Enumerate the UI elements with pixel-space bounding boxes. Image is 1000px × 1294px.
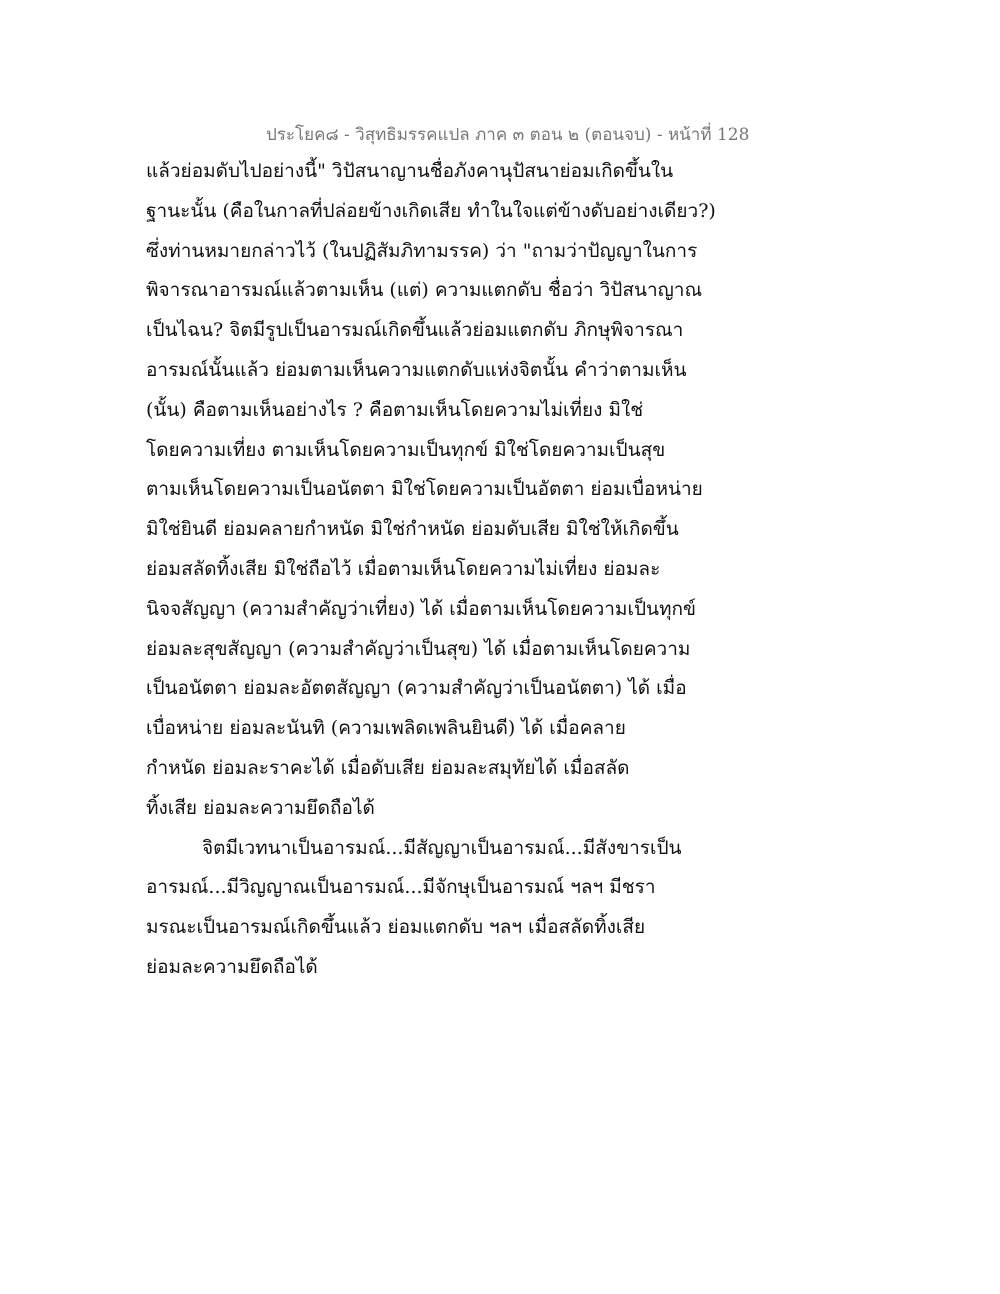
text-line: (นั้น) คือตามเห็นอย่างไร ? คือตามเห็นโดยความไม่เที่ยง มิใช่ — [146, 398, 644, 421]
text-line: กำหนัด ย่อมละราคะได้ เมื่อดับเสีย ย่อมละสมุทัยได้ เมื่อสลัด — [146, 756, 630, 779]
text-line: อารมณ์นั้นแล้ว ย่อมตามเห็นความแตกดับแห่งจิตนั้น คำว่าตามเห็น — [146, 358, 687, 381]
text-line: ย่อมสลัดทิ้งเสีย มิใช่ถือไว้ เมื่อตามเห็นโดยความไม่เที่ยง ย่อมละ — [146, 557, 661, 580]
text-line: ย่อมละความยึดถือได้ — [146, 955, 318, 978]
text-line: โดยความเที่ยง ตามเห็นโดยความเป็นทุกข์ มิใช่โดยความเป็นสุข — [146, 438, 666, 461]
text-line: นิจจสัญญา (ความสำคัญว่าเที่ยง) ได้ เมื่อตามเห็นโดยความเป็นทุกข์ — [146, 597, 697, 620]
text-line: ฐานะนั้น (คือในกาลที่ปล่อยข้างเกิดเสีย ทำในใจแต่ข้างดับอย่างเดียว?) — [146, 199, 716, 222]
running-header: ประโยค๘ - วิสุทธิมรรคแปล ภาค ๓ ตอน ๒ (ตอนจบ) - หน้าที่ 128 — [266, 125, 750, 145]
text-line: เป็นไฉน? จิตมีรูปเป็นอารมณ์เกิดขึ้นแล้วย่อมแตกดับ ภิกษุพิจารณา — [146, 319, 684, 342]
text-line: มิใช่ยินดี ย่อมคลายกำหนัด มิใช่กำหนัด ย่อมดับเสีย มิใช่ให้เกิดขึ้น — [146, 518, 679, 541]
paragraph-first-line: จิตมีเวทนาเป็นอารมณ์...มีสัญญาเป็นอารมณ์...มีสังขารเป็น — [202, 836, 682, 859]
text-line: ตามเห็นโดยความเป็นอนัตตา มิใช่โดยความเป็นอัตตา ย่อมเบื่อหน่าย — [146, 478, 703, 501]
text-line: มรณะเป็นอารมณ์เกิดขึ้นแล้ว ย่อมแตกดับ ฯลฯ เมื่อสลัดทิ้งเสีย — [146, 916, 646, 939]
text-line: เป็นอนัตตา ย่อมละอัตตสัญญา (ความสำคัญว่าเป็นอนัตตา) ได้ เมื่อ — [146, 677, 687, 700]
text-line: แล้วย่อมดับไปอย่างนี้" วิปัสนาญานชื่อภังคานุปัสนาย่อมเกิดขึ้นใน — [146, 160, 674, 182]
text-line: พิจารณาอารมณ์แล้วตามเห็น (แต่) ความแตกดับ ชื่อว่า วิปัสนาญาณ — [146, 279, 703, 302]
text-line: ทิ้งเสีย ย่อมละความยึดถือได้ — [146, 796, 375, 819]
text-line: อารมณ์...มีวิญญาณเป็นอารมณ์...มีจักษุเป็นอารมณ์ ฯลฯ มีชรา — [146, 876, 656, 899]
text-line: ซึ่งท่านหมายกล่าวไว้ (ในปฏิสัมภิทามรรค) ว่า "ถามว่าปัญญาในการ — [146, 239, 698, 262]
text-line: ย่อมละสุขสัญญา (ความสำคัญว่าเป็นสุข) ได้ เมื่อตามเห็นโดยความ — [146, 637, 691, 660]
text-line: เบื่อหน่าย ย่อมละนันทิ (ความเพลิดเพลินยินดี) ได้ เมื่อคลาย — [146, 717, 626, 740]
body-text — [146, 152, 716, 988]
